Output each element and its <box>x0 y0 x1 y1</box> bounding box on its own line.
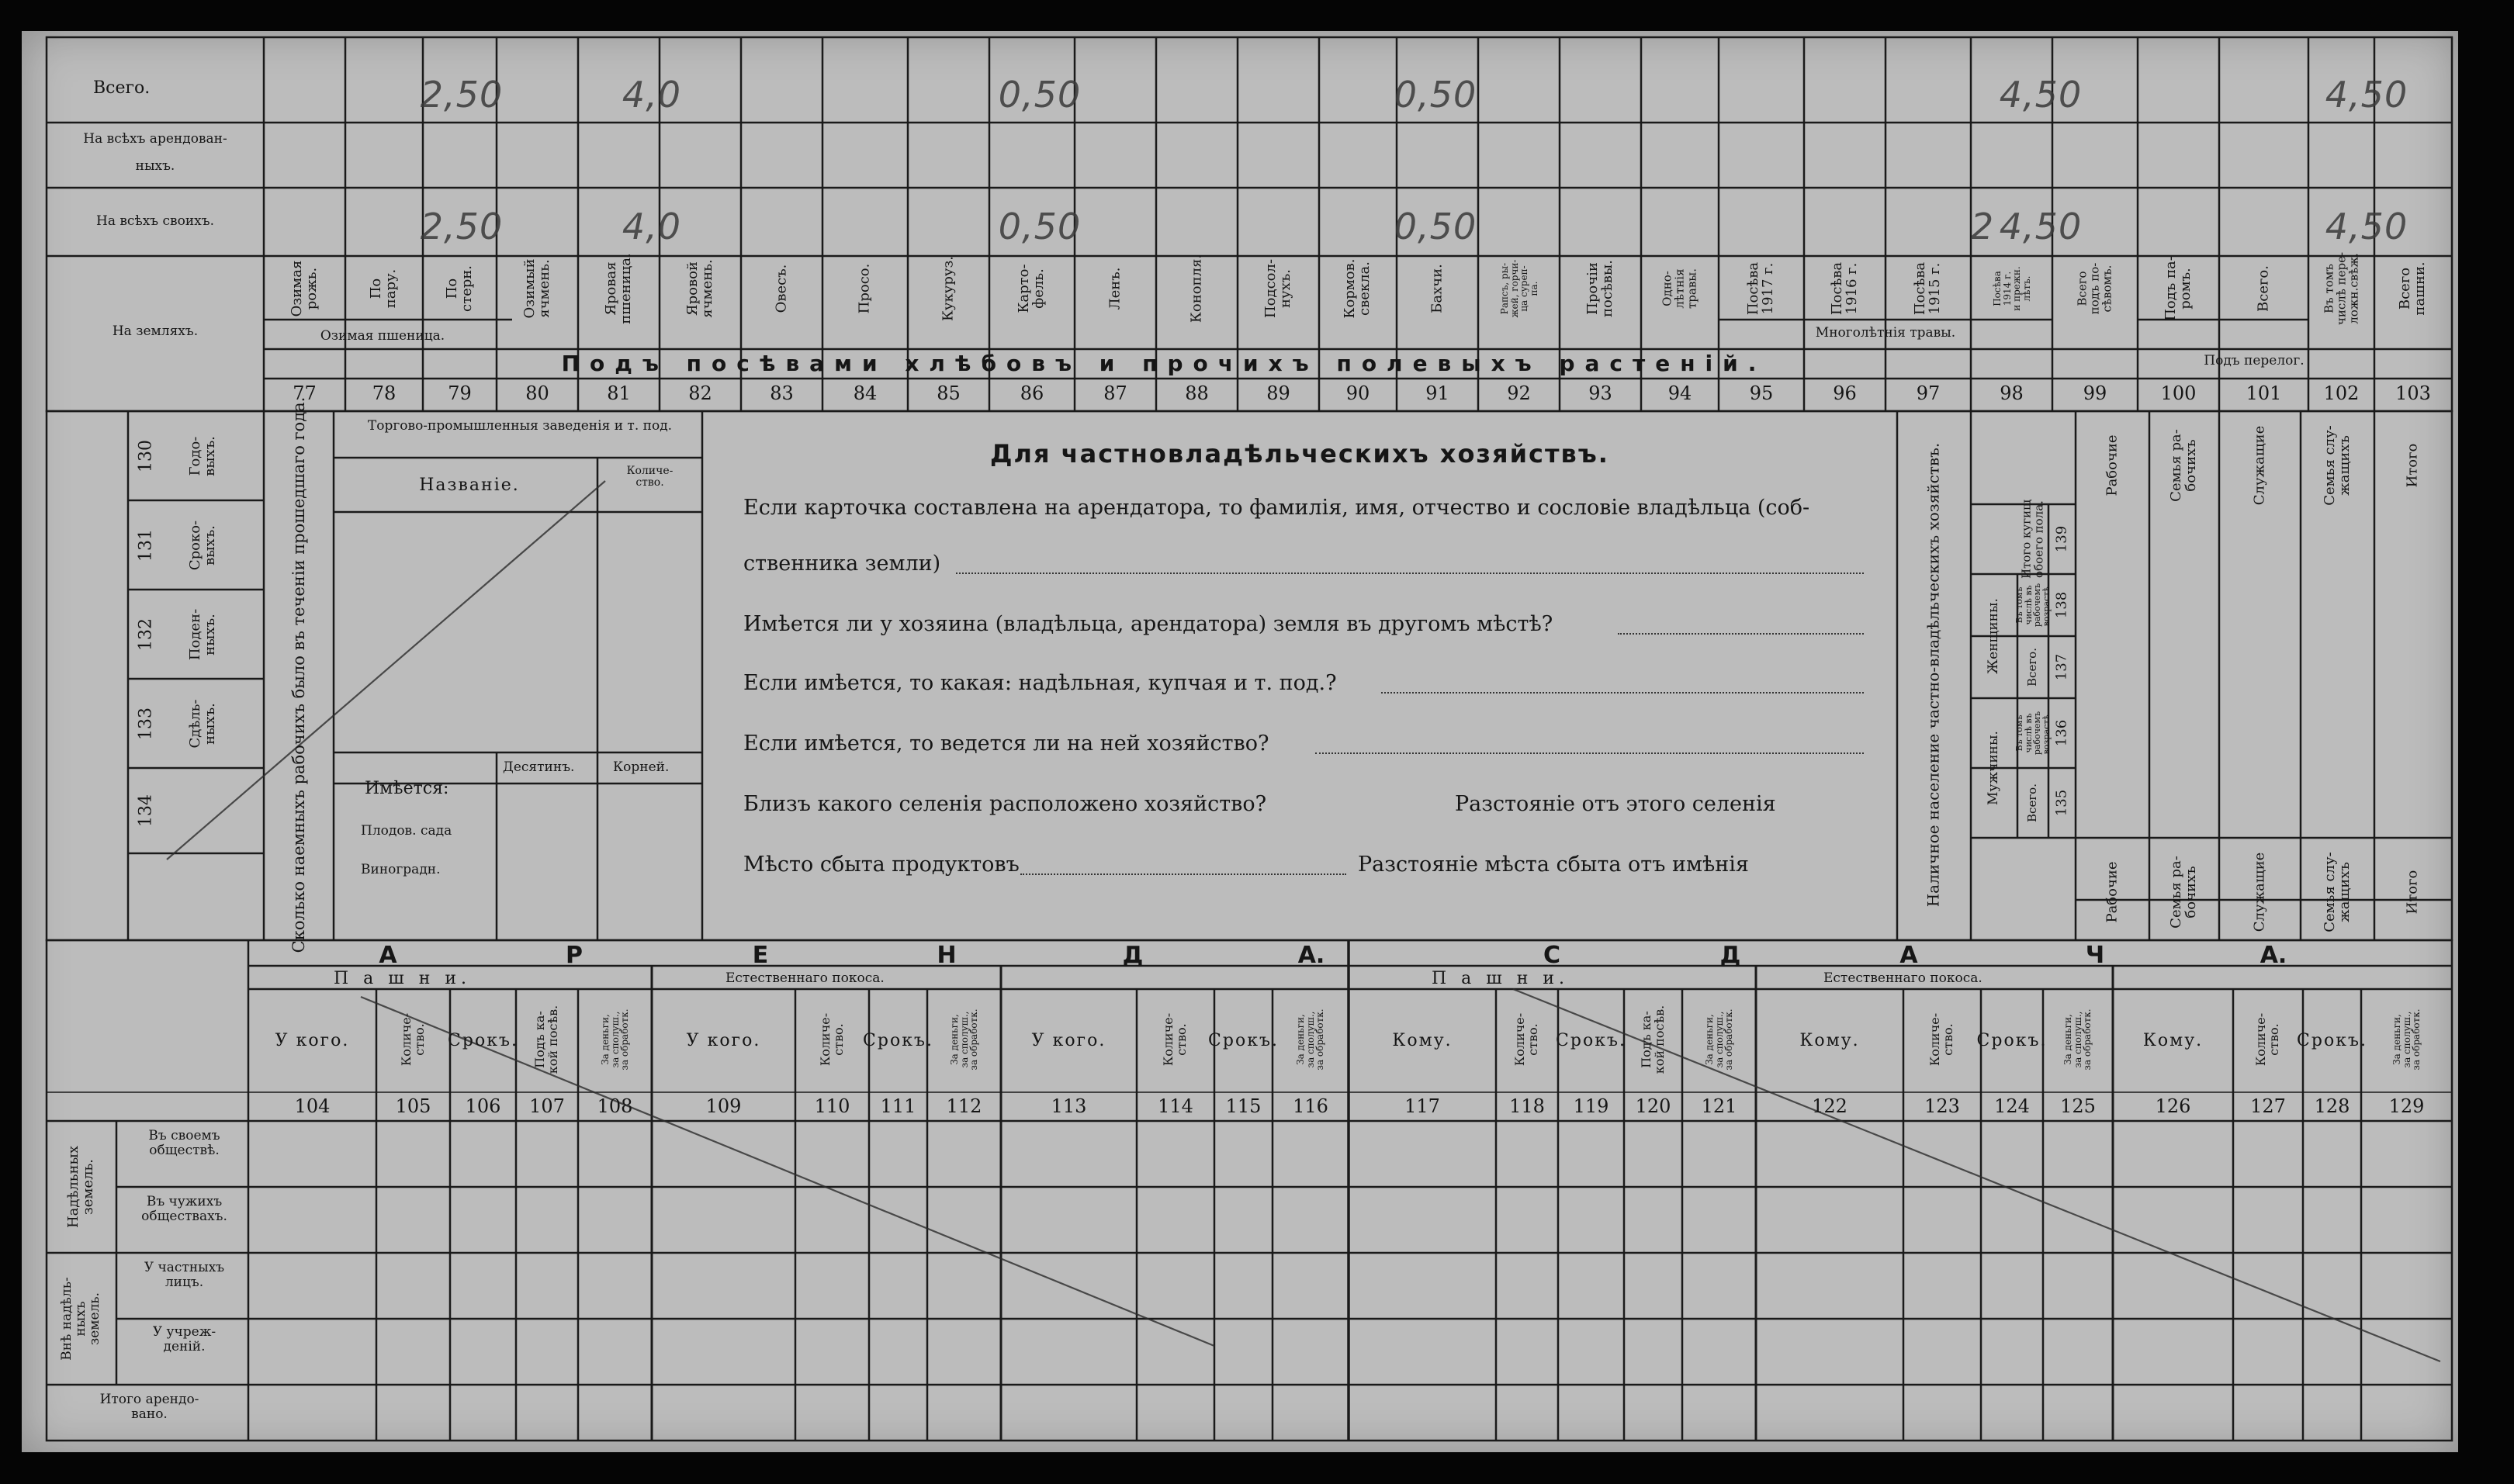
question-land-type: Если имѣется, то какая: надѣльная, купчая и т. под.? <box>743 671 1337 695</box>
lease-col-118-number: 118 <box>1509 1095 1545 1117</box>
arenda-letter-4: Д <box>1122 942 1144 969</box>
worker-col-133-label: Сдѣль- ныхъ. <box>187 698 218 749</box>
lease-col-111-number: 111 <box>880 1095 916 1117</box>
lease-col-105-number: 105 <box>395 1095 431 1117</box>
lease-col-125-number: 125 <box>2060 1095 2096 1117</box>
handwritten-vsego-5: 4,50 <box>2325 74 2408 116</box>
staff-bottom-1: Семья ра- бочихъ <box>2168 856 2199 929</box>
lease-col-106-number: 106 <box>465 1095 501 1117</box>
lease-col-126-label: Кому. <box>2142 1031 2204 1050</box>
handwritten-svoih-4: 2 <box>1970 206 1995 247</box>
vineyard-label: Виноградн. <box>361 862 441 877</box>
lease-col-108-label: За деньги, за сполуш., за обработк. <box>599 1008 630 1071</box>
arenda-pashni-label: П а ш н и. <box>334 969 472 988</box>
question-market-distance: Разстояніе мѣста сбыта отъ имѣнія <box>1358 853 1749 877</box>
lease-col-123-number: 123 <box>1924 1095 1960 1117</box>
desyatin-header: Десятинъ. <box>503 759 575 775</box>
row-label-svoih: На всѣхъ своихъ. <box>96 213 214 229</box>
crop-col-82-number: 82 <box>688 382 712 404</box>
staff-bottom-3: Семья слу- жащихъ <box>2321 852 2353 932</box>
lease-col-129-label: За деньги, за сполуш., за обработк. <box>2391 1008 2422 1071</box>
crop-col-80-number: 80 <box>525 382 549 404</box>
handwritten-svoih-5: 4,50 <box>1999 206 2083 247</box>
group-mnogoletnie-travy: Многолѣтнія травы. <box>1815 325 1956 341</box>
row-label-arendovannyh-1: На всѣхъ арендован- <box>83 131 227 147</box>
staff-top-0: Рабочие <box>2104 434 2121 496</box>
crop-col-85-label: Кукуруз. <box>940 255 957 322</box>
handwritten-svoih-6: 4,50 <box>2325 206 2408 247</box>
lease-col-116-label: За деньги, за сполуш., за обработк. <box>1295 1008 1326 1071</box>
row-label-na-zemlyah: На земляхъ. <box>112 323 199 339</box>
crop-col-96-number: 96 <box>1833 382 1857 404</box>
workers-vertical-title: Сколько наемныхъ рабочихъ было въ теченіи прошедшаго года. <box>289 396 308 953</box>
crop-col-95-number: 95 <box>1749 382 1774 404</box>
worker-col-131-number: 131 <box>136 528 156 562</box>
crop-col-85-number: 85 <box>937 382 961 404</box>
crop-col-103-number: 103 <box>2395 382 2431 404</box>
crop-col-92-number: 92 <box>1507 382 1531 404</box>
crop-col-92-label: Рапсъ, ры- жей, горчи- ца суреп- па. <box>1498 259 1539 318</box>
lease-col-120-label: Подъ ка- кой посѣв. <box>1638 1005 1667 1074</box>
staff-bottom-0: Рабочие <box>2104 861 2121 923</box>
worker-col-130-number: 130 <box>136 439 156 472</box>
crop-col-79-number: 79 <box>448 382 472 404</box>
crop-col-87-label: Ленъ. <box>1106 267 1124 310</box>
crop-col-84-number: 84 <box>853 382 878 404</box>
arenda-letter-0: А <box>379 942 397 969</box>
outside-nadel-label: Внѣ надѣль- ныхъ земель. <box>59 1277 102 1361</box>
men-label: Мужчины. <box>1986 731 2002 805</box>
crop-col-91-label: Бахчи. <box>1428 264 1446 313</box>
pop-col-137-label: Всего. <box>2025 648 2040 687</box>
pop-col-136-number: 136 <box>2053 719 2070 747</box>
arenda-letter-5: А. <box>1297 942 1325 969</box>
handwritten-svoih-1: 4,0 <box>622 206 682 247</box>
crop-col-81-number: 81 <box>607 382 631 404</box>
question-nearest-village: Близъ какого селенія расположено хозяйство? <box>743 792 1267 816</box>
crop-col-101-number: 101 <box>2246 382 2282 404</box>
band-pod-posevami: Подъ посѣвами хлѣбовъ и прочихъ полевыхъ растеній. <box>561 351 1767 376</box>
lease-col-124-number: 124 <box>1994 1095 2030 1117</box>
group-ozimaya-pshenitsa: Озимая пшеница. <box>320 328 445 344</box>
lease-col-120-number: 120 <box>1635 1095 1671 1117</box>
handwritten-svoih-3: 0,50 <box>1394 206 1477 247</box>
row-label-vsego: Всего. <box>93 78 151 98</box>
crop-col-93-number: 93 <box>1588 382 1612 404</box>
pop-col-137-number: 137 <box>2053 653 2070 681</box>
lease-col-110-number: 110 <box>814 1095 850 1117</box>
handwritten-vsego-3: 0,50 <box>1394 74 1477 116</box>
crop-col-98-number: 98 <box>2000 382 2024 404</box>
lease-col-123-label: Количе- ство. <box>1927 1012 1955 1067</box>
lease-col-128-number: 128 <box>2314 1095 2350 1117</box>
crop-col-78-label: По пару. <box>368 268 399 309</box>
crop-col-78-number: 78 <box>372 382 396 404</box>
crop-col-94-label: Одно- лѣтнія травы. <box>1660 268 1699 309</box>
answer-line-other-land[interactable] <box>1618 619 1864 635</box>
pop-col-138-number: 138 <box>2053 591 2070 619</box>
lease-col-122-label: Кому. <box>1799 1031 1860 1050</box>
korney-header: Корней. <box>613 759 670 775</box>
crop-col-97-number: 97 <box>1916 382 1941 404</box>
lease-col-129-number: 129 <box>2388 1095 2425 1117</box>
lease-col-127-label: Количе- ство. <box>2253 1012 2281 1067</box>
crop-col-99-label: Всего подъ по- сѣвомъ. <box>2075 262 2114 315</box>
staff-bottom-2: Служащие <box>2251 852 2268 932</box>
crop-col-88-number: 88 <box>1185 382 1209 404</box>
crop-col-77-label: Озимая рожь. <box>288 260 320 317</box>
worker-col-132-number: 132 <box>136 617 156 651</box>
handwritten-vsego-4: 4,50 <box>1999 74 2083 116</box>
has-label: Имѣется: <box>365 779 449 798</box>
crop-col-90-label: Кормов. свекла. <box>1342 258 1373 319</box>
crop-col-83-number: 83 <box>770 382 794 404</box>
crop-col-86-number: 86 <box>1020 382 1044 404</box>
lease-col-113-label: У кого. <box>1031 1031 1106 1050</box>
crop-col-88-label: Конопля. <box>1188 254 1205 323</box>
lease-col-109-label: У кого. <box>686 1031 761 1050</box>
crop-col-87-number: 87 <box>1103 382 1127 404</box>
worker-col-133-number: 133 <box>136 707 156 740</box>
sdacha-pokos-label: Естественнаго покоса. <box>1823 970 1982 986</box>
lease-col-114-label: Количе- ство. <box>1161 1012 1189 1067</box>
worker-col-131-label: Сроко- выхъ. <box>187 520 218 570</box>
crop-col-102-label: Въ томъ числѣ пере- ложн.свѣж. <box>2321 251 2360 326</box>
crop-col-97-label: Посѣва 1915 г. <box>1912 261 1943 316</box>
lease-col-108-number: 108 <box>597 1095 633 1117</box>
lease-col-119-number: 119 <box>1573 1095 1609 1117</box>
lease-col-116-number: 116 <box>1293 1095 1328 1117</box>
pop-col-136-label: Въ томъ числѣ въ рабочемъ возрастѣ. <box>2014 711 2052 756</box>
crop-col-100-label: Подъ па- ромъ. <box>2162 256 2194 321</box>
sdacha-pashni-label: П а ш н и. <box>1432 969 1570 988</box>
crop-col-89-label: Подсол- нухъ. <box>1262 258 1293 319</box>
lease-col-125-label: За деньги, за сполуш., за обработк. <box>2062 1008 2093 1071</box>
crop-col-99-number: 99 <box>2083 382 2107 404</box>
handwritten-svoih-0: 2,50 <box>420 206 504 247</box>
crop-col-94-number: 94 <box>1667 382 1692 404</box>
lease-col-121-number: 121 <box>1701 1095 1737 1117</box>
staff-top-4: Итого <box>2404 443 2421 488</box>
pop-col-139-label: Итого кугищ обоего пола. <box>2019 499 2045 579</box>
lease-col-115-number: 115 <box>1225 1095 1262 1117</box>
crop-col-102-number: 102 <box>2323 382 2360 404</box>
trade-establishments-title: Торгово-промышленныя заведенія и т. под. <box>367 418 673 434</box>
arenda-letter-3: Н <box>937 942 957 969</box>
lease-col-121-label: За деньги, за сполуш., за обработк. <box>1703 1008 1734 1071</box>
lease-col-126-number: 126 <box>2155 1095 2191 1117</box>
handwritten-vsego-0: 2,50 <box>420 74 504 116</box>
crop-col-77-number: 77 <box>293 382 317 404</box>
row-chuzhih-obshchestvah: Въ чужихъ обществахъ. <box>141 1194 227 1224</box>
crop-col-91-number: 91 <box>1425 382 1449 404</box>
staff-top-2: Служащие <box>2251 425 2268 506</box>
lease-col-104-label: У кого. <box>275 1031 350 1050</box>
question-owner-line1: Если карточка составлена на арендатора, то фамилія, имя, отчество и сословіе владѣльца (соб- <box>743 496 1810 520</box>
handwritten-vsego-2: 0,50 <box>998 74 1082 116</box>
row-uchrezhdeniy: У учреж- деній. <box>152 1324 216 1354</box>
question-market-place: Мѣсто сбыта продуктовъ <box>743 853 1020 877</box>
private-farms-title: Для частновладѣльческихъ хозяйствъ. <box>990 439 1609 469</box>
crop-col-100-number: 100 <box>2160 382 2197 404</box>
lease-col-111-label: Срокъ. <box>863 1031 933 1050</box>
crop-col-82-label: Яровой ячмень. <box>684 259 715 318</box>
crop-col-103-label: Всего пашни. <box>2397 261 2428 316</box>
lease-col-119-label: Срокъ. <box>1556 1031 1626 1050</box>
sdacha-letter-1: Д <box>1719 942 1741 969</box>
answer-line-land-type[interactable] <box>1381 678 1864 694</box>
crop-col-79-label: По стерн. <box>443 265 475 312</box>
lease-col-107-label: Подъ ка- кой посѣв. <box>532 1005 560 1074</box>
lease-col-117-label: Кому. <box>1392 1031 1453 1050</box>
arenda-letter-1: Р <box>566 942 583 969</box>
women-label: Женщины. <box>1986 598 2002 674</box>
crop-col-95-label: Посѣва 1917 г. <box>1745 261 1776 316</box>
lease-col-106-label: Срокъ. <box>448 1031 518 1050</box>
lease-col-117-number: 117 <box>1404 1095 1440 1117</box>
worker-col-134-number: 134 <box>136 794 156 827</box>
crop-col-89-number: 89 <box>1266 382 1290 404</box>
arenda-pokos-label: Естественнаго покоса. <box>725 970 885 986</box>
pop-col-138-label: Въ томъ числѣ въ рабочемъ возрастѣ. <box>2014 583 2052 628</box>
lease-col-114-number: 114 <box>1158 1095 1193 1117</box>
group-pod-perelog: Подъ перелог. <box>2204 353 2304 368</box>
sdacha-letter-0: С <box>1543 942 1561 969</box>
lease-col-128-label: Срокъ. <box>2297 1031 2367 1050</box>
crop-col-83-label: Овесъ. <box>773 264 790 313</box>
answer-line-market[interactable] <box>1020 860 1346 875</box>
row-label-arendovannyh-2: ныхъ. <box>135 158 175 174</box>
worker-col-130-label: Годо- выхъ. <box>187 435 218 476</box>
row-chastnyh-lits: У частныхъ лицъ. <box>144 1260 225 1290</box>
trade-name-header: Названіе. <box>419 476 520 495</box>
question-village-distance: Разстояніе отъ этого селенія <box>1455 792 1776 816</box>
lease-col-112-label: За деньги, за сполуш., за обработк. <box>948 1008 979 1071</box>
lease-col-105-label: Количе- ство. <box>398 1012 427 1067</box>
population-vertical-title: Наличное население частно-владѣльческихъ хозяйствъ. <box>1924 442 1943 908</box>
question-farming-there: Если имѣется, то ведется ли на ней хозяйство? <box>743 732 1269 756</box>
crop-col-86-label: Карто- фель. <box>1016 264 1047 313</box>
lease-col-115-label: Срокъ. <box>1208 1031 1279 1050</box>
handwritten-svoih-2: 0,50 <box>998 206 1082 247</box>
lease-col-112-number: 112 <box>946 1095 982 1117</box>
crop-col-81-label: Яровая пшеница. <box>602 253 634 324</box>
lease-col-113-number: 113 <box>1051 1095 1087 1117</box>
lease-col-124-label: Срокъ. <box>1976 1031 2048 1050</box>
crop-col-93-label: Прочіи посѣвы. <box>1584 260 1615 317</box>
row-svoem-obshchestve: Въ своемъ обществѣ. <box>148 1128 220 1158</box>
crop-col-80-label: Озимый ячмень. <box>521 258 552 319</box>
sdacha-letter-3: Ч <box>2085 942 2105 969</box>
answer-line-owner[interactable] <box>956 559 1864 574</box>
crop-col-101-label: Всего. <box>2255 265 2272 312</box>
crop-col-98-label: Посѣва 1914 г. и прежн. лѣтъ. <box>1991 266 2032 311</box>
pop-col-139-number: 139 <box>2053 525 2070 553</box>
lease-col-122-number: 122 <box>1812 1095 1847 1117</box>
crop-col-90-number: 90 <box>1345 382 1370 404</box>
sdacha-letter-2: А <box>1899 942 1918 969</box>
lease-col-104-number: 104 <box>294 1095 331 1117</box>
pop-col-135-number: 135 <box>2053 789 2070 817</box>
nadel-lands-label: Надѣльных земель. <box>65 1145 96 1229</box>
lease-col-118-label: Количе- ство. <box>1512 1012 1540 1067</box>
lease-col-110-label: Количе- ство. <box>817 1012 846 1067</box>
staff-top-1: Семья ра- бочихъ <box>2168 429 2199 502</box>
answer-line-farming[interactable] <box>1315 739 1864 754</box>
lease-col-127-number: 127 <box>2250 1095 2286 1117</box>
question-owner-line2: ственника земли) <box>743 552 941 576</box>
crop-col-96-label: Посѣва 1916 г. <box>1828 261 1860 316</box>
orchard-label: Плодов. сада <box>361 823 452 839</box>
lease-col-109-number: 109 <box>705 1095 742 1117</box>
arenda-letter-2: Е <box>752 942 769 969</box>
staff-top-3: Семья слу- жащихъ <box>2321 425 2353 506</box>
sdacha-letter-4: А. <box>2259 942 2287 969</box>
question-other-land: Имѣется ли у хозяина (владѣльца, арендатора) земля въ другомъ мѣстѣ? <box>743 612 1553 636</box>
trade-qty-header: Количе- ство. <box>626 465 674 489</box>
staff-bottom-4: Итого <box>2404 870 2421 915</box>
worker-col-132-label: Поден- ныхъ. <box>187 608 218 660</box>
handwritten-vsego-1: 4,0 <box>622 74 682 116</box>
row-itogo-arendovano: Итого арендо- вано. <box>99 1392 199 1422</box>
pop-col-135-label: Всего. <box>2025 784 2040 822</box>
lease-col-107-number: 107 <box>529 1095 565 1117</box>
crop-col-84-label: Просо. <box>856 263 873 314</box>
